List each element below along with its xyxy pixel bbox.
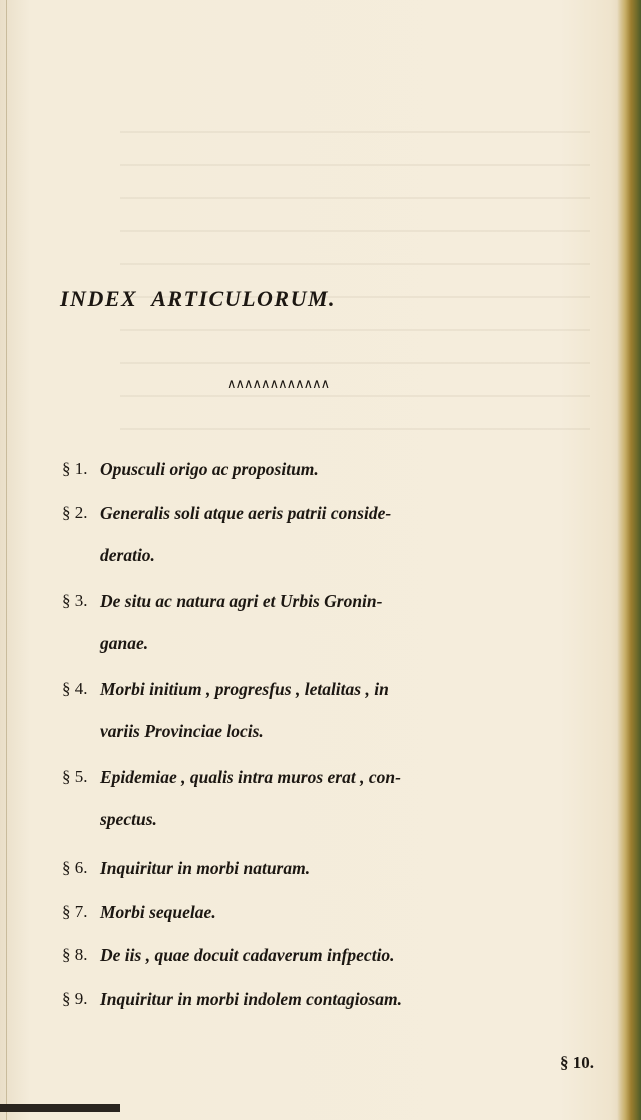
entry-number: § 4.: [62, 679, 88, 698]
entry-text: Opusculi origo ac propositum.: [100, 459, 319, 479]
entry-text: De iis , quae docuit cadaverum infpectio.: [100, 945, 395, 965]
entry-number: § 9.: [62, 989, 88, 1008]
entry-text: Epidemiae , qualis intra muros erat , con-: [100, 767, 401, 787]
page-title: [60, 286, 336, 312]
entry-number: § 5.: [62, 767, 88, 786]
entry-number: § 8.: [62, 945, 88, 964]
entry-number: § 1.: [62, 459, 88, 478]
bottom-rule: [0, 1104, 120, 1112]
entry-number: § 2.: [62, 503, 88, 522]
entry-text-continued: deratio.: [100, 545, 155, 565]
title-word-articulorum: ARTICULORUM.: [151, 286, 337, 311]
entry-text: Morbi sequelae.: [100, 902, 216, 922]
entry-text-continued: variis Provinciae locis.: [100, 721, 264, 741]
entry-text: Inquiritur in morbi naturam.: [100, 858, 311, 878]
entry-text: Generalis soli atque aeris patrii conside-: [100, 503, 392, 523]
entry-number: § 6.: [62, 858, 88, 877]
page-left-edge: [6, 0, 7, 1120]
entry-text: Morbi initium , progresfus , letalitas , in: [100, 679, 389, 699]
entry-text-continued: ganae.: [100, 633, 149, 653]
catchword: § 10.: [560, 1053, 594, 1072]
title-word-index: INDEX: [60, 286, 138, 311]
entry-text-continued: spectus.: [100, 809, 157, 829]
page-right-edge: [617, 0, 641, 1120]
entry-number: § 3.: [62, 591, 88, 610]
entry-number: § 7.: [62, 902, 88, 921]
bleed-through-text: [120, 100, 590, 430]
ornament-rule: ∧∧∧∧∧∧∧∧∧∧∧∧: [227, 376, 330, 391]
entry-text: De situ ac natura agri et Urbis Gronin-: [100, 591, 383, 611]
entry-text: Inquiritur in morbi indolem contagiosam.: [100, 989, 402, 1009]
